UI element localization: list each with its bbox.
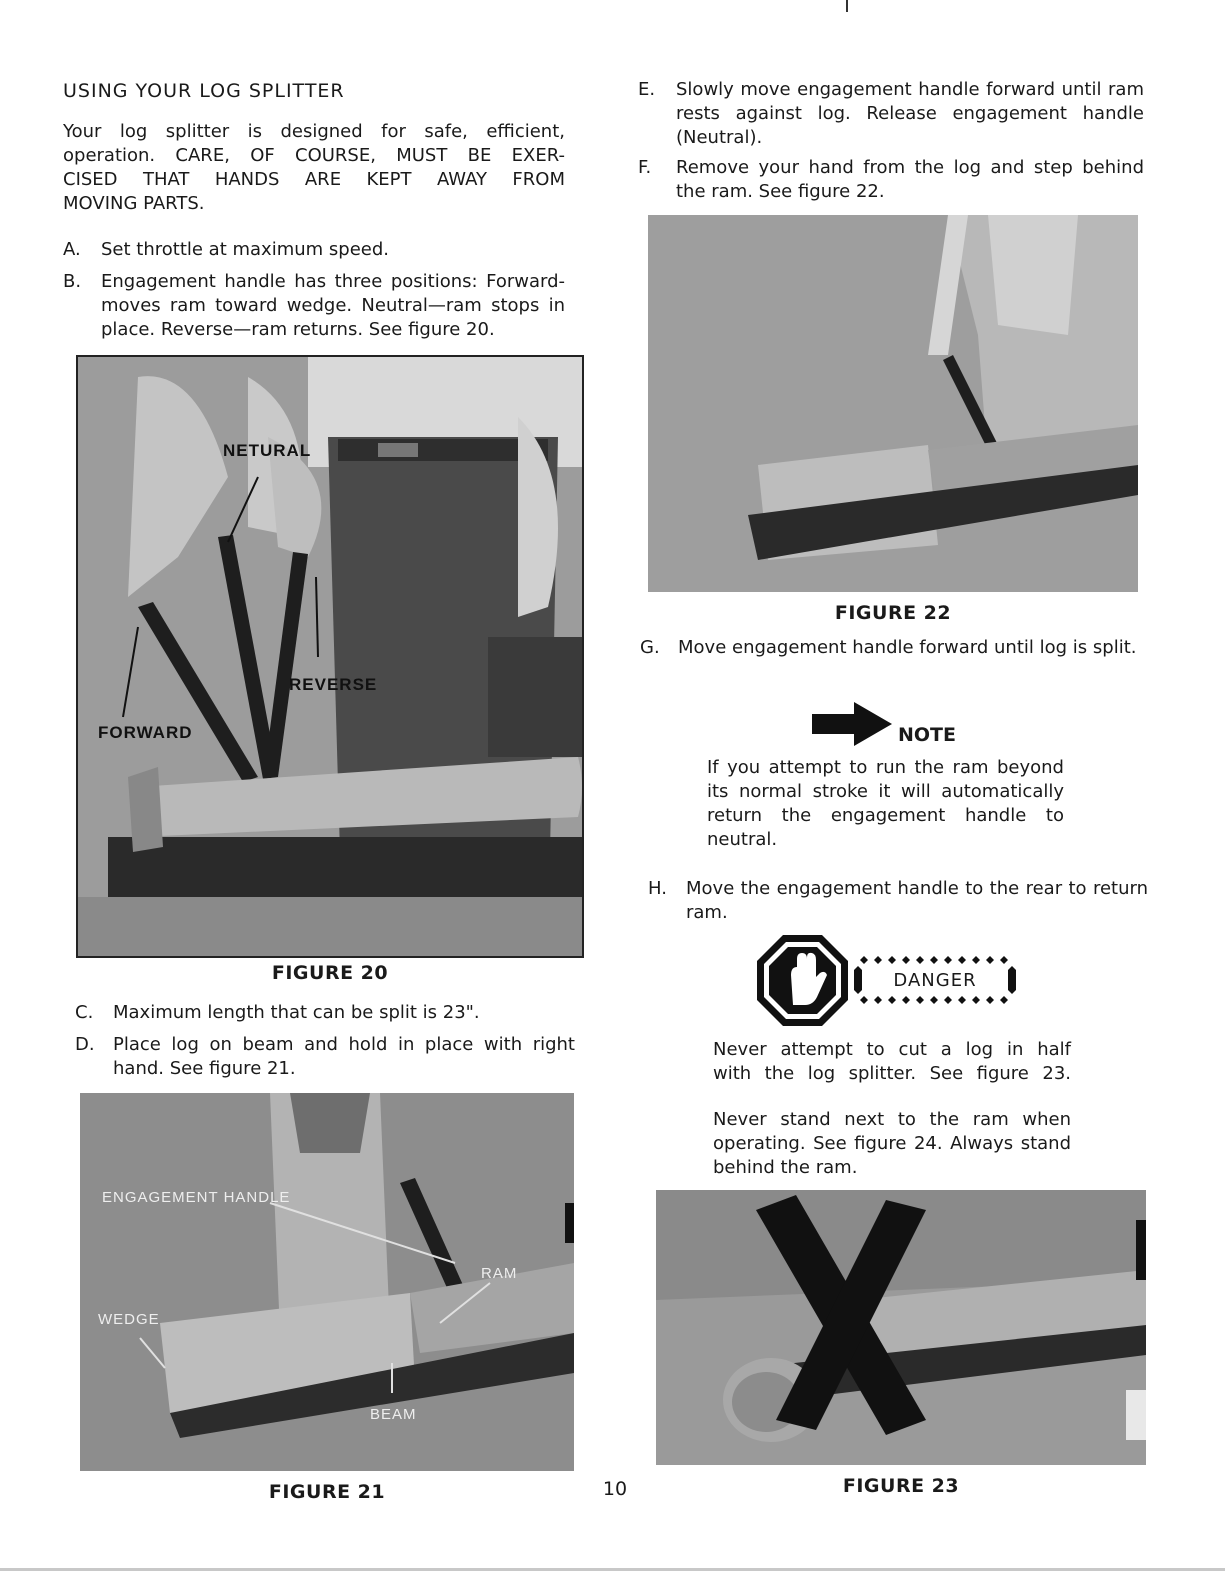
step-text: Move engagement handle forward until log is split. bbox=[678, 637, 1137, 658]
step-label: E. bbox=[638, 79, 656, 100]
note-title: NOTE bbox=[898, 724, 956, 746]
step-text: Move the engagement handle to the rear to return ram. bbox=[686, 878, 1148, 923]
step-f bbox=[638, 156, 1144, 204]
step-g bbox=[640, 636, 1143, 660]
intro-paragraph bbox=[63, 120, 565, 216]
page-edge-tick bbox=[846, 0, 848, 12]
figure-22-caption: FIGURE 22 bbox=[834, 602, 952, 624]
step-b bbox=[63, 270, 565, 342]
step-label: F. bbox=[638, 157, 652, 178]
step-d bbox=[75, 1033, 575, 1081]
intro-line: MOVING PARTS. bbox=[63, 193, 205, 214]
label-wedge: WEDGE bbox=[98, 1311, 160, 1328]
step-c bbox=[75, 1001, 575, 1025]
section-heading: USING YOUR LOG SPLITTER bbox=[63, 80, 345, 102]
intro-line: operation. CARE, OF COURSE, MUST BE EXER- bbox=[63, 145, 565, 166]
danger-banner bbox=[850, 956, 1020, 1004]
figure-20-caption: FIGURE 20 bbox=[271, 962, 389, 984]
note-arrow-icon bbox=[812, 700, 892, 748]
figure-20-photo bbox=[76, 355, 584, 958]
figure-20-illustration bbox=[78, 357, 584, 958]
label-forward: FORWARD bbox=[98, 723, 193, 742]
note-line: its normal stroke it will automatically bbox=[707, 781, 1064, 802]
danger-line: behind the ram. bbox=[713, 1157, 858, 1178]
figure-21-illustration bbox=[80, 1093, 574, 1471]
step-label: A. bbox=[63, 239, 81, 260]
step-a bbox=[63, 238, 565, 262]
note-line: If you attempt to run the ram beyond bbox=[707, 757, 1064, 778]
figure-23-photo bbox=[656, 1190, 1146, 1465]
step-text: Remove your hand from the log and step behind the ram. See figure 22. bbox=[676, 157, 1144, 202]
step-label: C. bbox=[75, 1002, 94, 1023]
page-edge-line bbox=[0, 1568, 1225, 1571]
danger-line: operating. See figure 24. Always stand bbox=[713, 1133, 1071, 1154]
figure-23-illustration bbox=[656, 1190, 1146, 1465]
label-engagement-handle: ENGAGEMENT HANDLE bbox=[102, 1189, 291, 1206]
figure-22-illustration bbox=[648, 215, 1138, 592]
step-text: Set throttle at maximum speed. bbox=[101, 239, 389, 260]
note-line: neutral. bbox=[707, 829, 778, 850]
danger-title: DANGER bbox=[893, 970, 977, 991]
figure-21-caption: FIGURE 21 bbox=[268, 1481, 386, 1503]
step-label: G. bbox=[640, 637, 660, 658]
danger-hand-icon bbox=[755, 933, 850, 1028]
figure-23-caption: FIGURE 23 bbox=[842, 1475, 960, 1497]
step-label: B. bbox=[63, 271, 82, 292]
note-line: return the engagement handle to bbox=[707, 805, 1064, 826]
step-text: Place log on beam and hold in place with right hand. See figure 21. bbox=[113, 1034, 575, 1079]
label-neutral: NETURAL bbox=[223, 441, 312, 460]
intro-line: Your log splitter is designed for safe, efficient, bbox=[63, 121, 565, 142]
step-label: D. bbox=[75, 1034, 95, 1055]
label-reverse: REVERSE bbox=[289, 675, 378, 694]
danger-line: Never attempt to cut a log in half bbox=[713, 1039, 1071, 1060]
step-h bbox=[648, 877, 1148, 925]
page-number: 10 bbox=[602, 1478, 628, 1500]
danger-line: Never stand next to the ram when bbox=[713, 1109, 1071, 1130]
danger-paragraph-2 bbox=[713, 1108, 1071, 1180]
step-text: Maximum length that can be split is 23". bbox=[113, 1002, 480, 1023]
intro-line: CISED THAT HANDS ARE KEPT AWAY FROM bbox=[63, 169, 565, 190]
step-text: Slowly move engagement handle forward until ram rests against log. Release engagement handle (Neutral). bbox=[676, 79, 1144, 148]
note-body bbox=[707, 756, 1064, 852]
figure-22-photo bbox=[648, 215, 1138, 592]
label-beam: BEAM bbox=[370, 1406, 417, 1423]
danger-paragraph-1 bbox=[713, 1038, 1071, 1086]
step-label: H. bbox=[648, 878, 667, 899]
danger-line: with the log splitter. See figure 23. bbox=[713, 1063, 1071, 1084]
figure-21-photo bbox=[80, 1093, 574, 1471]
step-e bbox=[638, 78, 1144, 150]
label-ram: RAM bbox=[481, 1265, 518, 1282]
step-text: Engagement handle has three positions: Forward-moves ram toward wedge. Neutral—ram stops in place. Reverse—ram returns. See figure 20. bbox=[101, 271, 565, 340]
